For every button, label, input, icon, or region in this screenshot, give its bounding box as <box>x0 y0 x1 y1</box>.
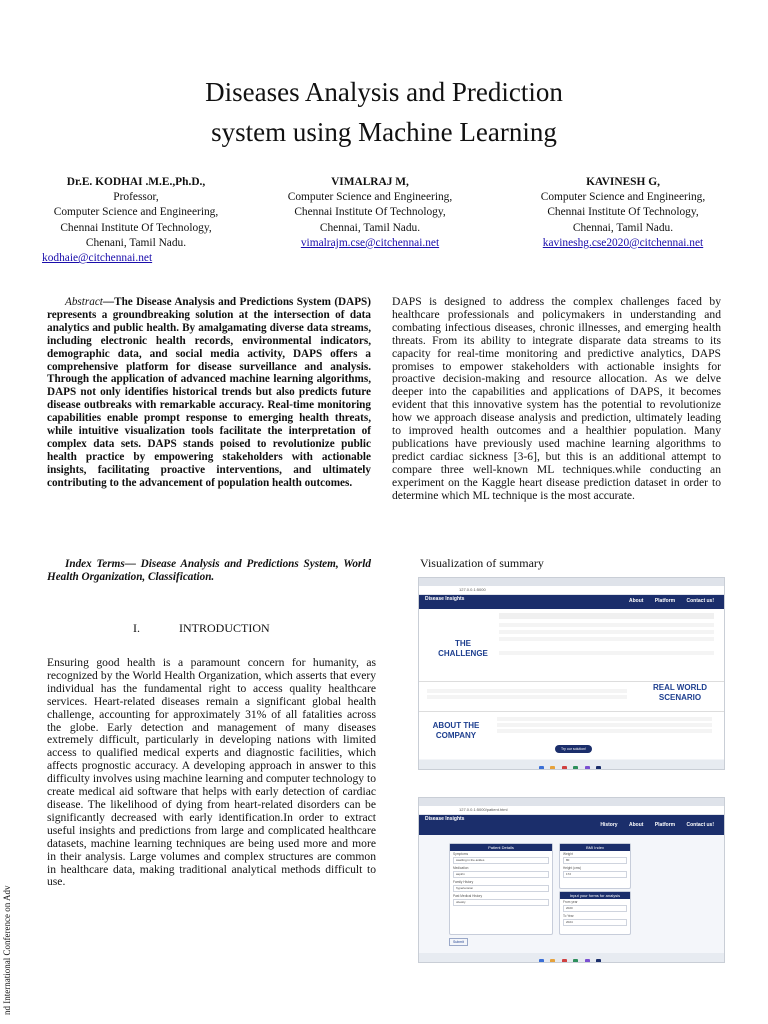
author-line: Chennai, Tamil Nadu. <box>319 221 421 234</box>
index-terms-body: — Disease Analysis and Predictions System, World Health Organization, Classification. <box>47 558 371 583</box>
side-conference-text: nd International Conference on Adv <box>2 885 12 1015</box>
index-terms-lead: Index Terms <box>65 558 125 570</box>
field-value: 2024 <box>563 919 627 926</box>
nav-link-about: About <box>628 822 644 828</box>
browser-url: 127.0.0.1:5000/patient.html <box>459 807 508 812</box>
paper-title-line-2: system using Machine Learning <box>211 117 557 147</box>
nav-link-history: History <box>600 822 618 828</box>
browser-address-bar <box>419 806 724 815</box>
nav-link-contact: Contact us! <box>686 598 714 604</box>
browser-tab-bar <box>419 578 724 586</box>
nav-link-platform: Platform <box>654 822 676 828</box>
section-heading-introduction <box>133 621 270 636</box>
author-line: Computer Science and Engineering, <box>53 206 219 219</box>
author-line: Professor, <box>113 191 159 204</box>
field-label: Symptoms <box>453 852 469 856</box>
about-text-block <box>497 717 712 733</box>
section-title: INTRODUCTION <box>179 621 270 635</box>
index-terms <box>47 558 371 584</box>
field-value: obesity <box>453 899 549 906</box>
scenario-text-block <box>427 689 627 699</box>
site-navbar <box>419 815 724 835</box>
author-line: Chennai, Tamil Nadu. <box>572 221 674 234</box>
bmi-panel-title: BMI Index <box>560 844 630 851</box>
author-block-1 <box>24 175 248 266</box>
try-solution-button: Try our solution! <box>555 745 592 753</box>
browser-tab-bar <box>419 798 724 806</box>
browser-url: 127.0.0.1:5000 <box>459 587 486 592</box>
screenshot-patient-page <box>418 797 725 963</box>
field-label: Past Medical History <box>453 894 483 898</box>
author-block-3 <box>520 175 726 251</box>
field-label: To Year <box>563 914 574 918</box>
author-email-link[interactable]: vimalrajm.cse@citchennai.net <box>300 236 440 249</box>
screenshot-home-page <box>418 577 725 770</box>
scenario-heading: REAL WORLD SCENARIO <box>652 683 708 702</box>
challenge-heading: THE CHALLENGE <box>438 639 488 658</box>
submit-button: Submit <box>449 938 468 946</box>
field-label: From year <box>563 900 578 904</box>
site-navbar <box>419 595 724 609</box>
section-number: I. <box>133 621 140 635</box>
challenge-text-block <box>499 613 714 655</box>
introduction-paragraph: Ensuring good health is a paramount concern for humanity, as recognized by the World Health Organization, which asserts that every individual has the fundamental right to access quality healthcare services. Heart-related diseases remain a significant global health challenge, accounting for approximately 31% of all fatalities across the globe. Early detection and management of many diseases extremely difficult, particularly in developing nations with limited access to qualified medical experts and diagnostic facilities, which affects prognostic accuracy. A developing approach in answer to this difficulty involves using machine learning and computer technology to create medical aid software that helps with early detection of cardiac disease. The likelihood of dying from heart-related disorders can be significantly decreased with early identification.In order to extract useful insights and predictions from large and complicated healthcare datasets, machine learning techniques are being used more and more in their analysis. Large volumes and complex structures are common in healthcare data, making traditional analytical methods difficult to use. <box>47 656 376 889</box>
site-body <box>419 609 724 759</box>
nav-link-platform: Platform <box>654 598 676 604</box>
analysis-forms-panel <box>559 891 631 935</box>
figure-caption: Visualization of summary <box>420 556 544 570</box>
author-line: Chennai Institute Of Technology, <box>294 206 446 219</box>
about-heading: ABOUT THE COMPANY <box>432 721 480 740</box>
field-value: swelling in the ankles <box>453 857 549 864</box>
field-label: Weight <box>563 852 573 856</box>
field-value: aspirin <box>453 871 549 878</box>
nav-link-contact: Contact us! <box>686 822 714 828</box>
author-line: Computer Science and Engineering, <box>540 191 706 204</box>
right-column-paragraph: DAPS is designed to address the complex challenges faced by healthcare professionals and policymakers in understanding and combating infectious diseases, chronic illnesses, and emerging health threats. From its ability to integrate disparate data streams to its capacity for real-time monitoring and predictive analytics, DAPS promises to empower stakeholders with actionable insights for proactive decision-making and resource allocation. As we delve deeper into the capabilities and applications of DAPS, it becomes evident that this innovative system has the potential to revolutionize how we approach disease analysis and prediction, ultimately leading to improved health outcomes and a healthier population. Many publications have previously used machine learning algorithms to predict cardiac sickness [3-6], but this is an additional attempt to compare three well-known ML techniques.while conducting an experiment on the Kaggle heart disease prediction dataset in order to determine which ML technique is the most accurate. <box>392 295 721 502</box>
forms-panel-title: Input your forms for analysis <box>560 892 630 899</box>
author-line: Chennai Institute Of Technology, <box>547 206 699 219</box>
author-line: Chenani, Tamil Nadu. <box>85 236 187 249</box>
field-value: hypertension <box>453 885 549 892</box>
site-body <box>419 835 724 955</box>
bmi-panel <box>559 843 631 889</box>
site-logo: Disease Insights <box>425 816 465 822</box>
field-value: 80 <box>563 857 627 864</box>
abstract-lead: Abstract <box>65 296 103 308</box>
author-email-link[interactable]: kodhaie@citchennai.net <box>42 252 153 265</box>
author-name: Dr.E. KODHAI .M.E.,Ph.D., <box>66 176 206 188</box>
patient-details-panel <box>449 843 553 935</box>
author-email-link[interactable]: kavineshg.cse2020@citchennai.net <box>542 236 704 249</box>
nav-link-about: About <box>628 598 644 604</box>
field-value: 172 <box>563 871 627 878</box>
taskbar <box>419 760 724 769</box>
field-label: Height (cms) <box>563 866 582 870</box>
patient-panel-title: Patient Details <box>450 844 552 851</box>
author-block-2 <box>272 175 468 251</box>
field-label: Medication <box>453 866 469 870</box>
abstract <box>47 296 371 490</box>
field-value: 2020 <box>563 905 627 912</box>
author-line: Chennai Institute Of Technology, <box>60 221 212 234</box>
author-line: Computer Science and Engineering, <box>287 191 453 204</box>
author-name: KAVINESH G, <box>586 176 660 188</box>
taskbar <box>419 953 724 962</box>
browser-address-bar <box>419 586 724 595</box>
site-logo: Disease Insights <box>425 596 465 602</box>
abstract-body: —The Disease Analysis and Predictions System (DAPS) represents a groundbreaking solution at the intersection of data analytics and public health. By amalgamating diverse data streams, including electronic health records, environmental indicators, demographic data, and social media activity, DAPS offers a comprehensive platform for disease surveillance and analysis. Through the application of advanced machine learning algorithms, DAPS not only identifies historical trends but also predicts future disease outbreaks with remarkable accuracy. Real-time monitoring capabilities enable prompt response to emerging health threats, while intuitive visualization tools facilitate the interpretation of complex data sets. DAPS stands poised to revolutionize public health practice by empowering stakeholders with actionable insights, facilitating proactive interventions, and ultimately contributing to the advancement of population health outcomes. <box>47 296 371 489</box>
paper-title-line-1: Diseases Analysis and Prediction <box>205 77 563 107</box>
author-name: VIMALRAJ M, <box>331 176 409 188</box>
field-label: Family History <box>453 880 474 884</box>
paper-title <box>0 72 768 152</box>
